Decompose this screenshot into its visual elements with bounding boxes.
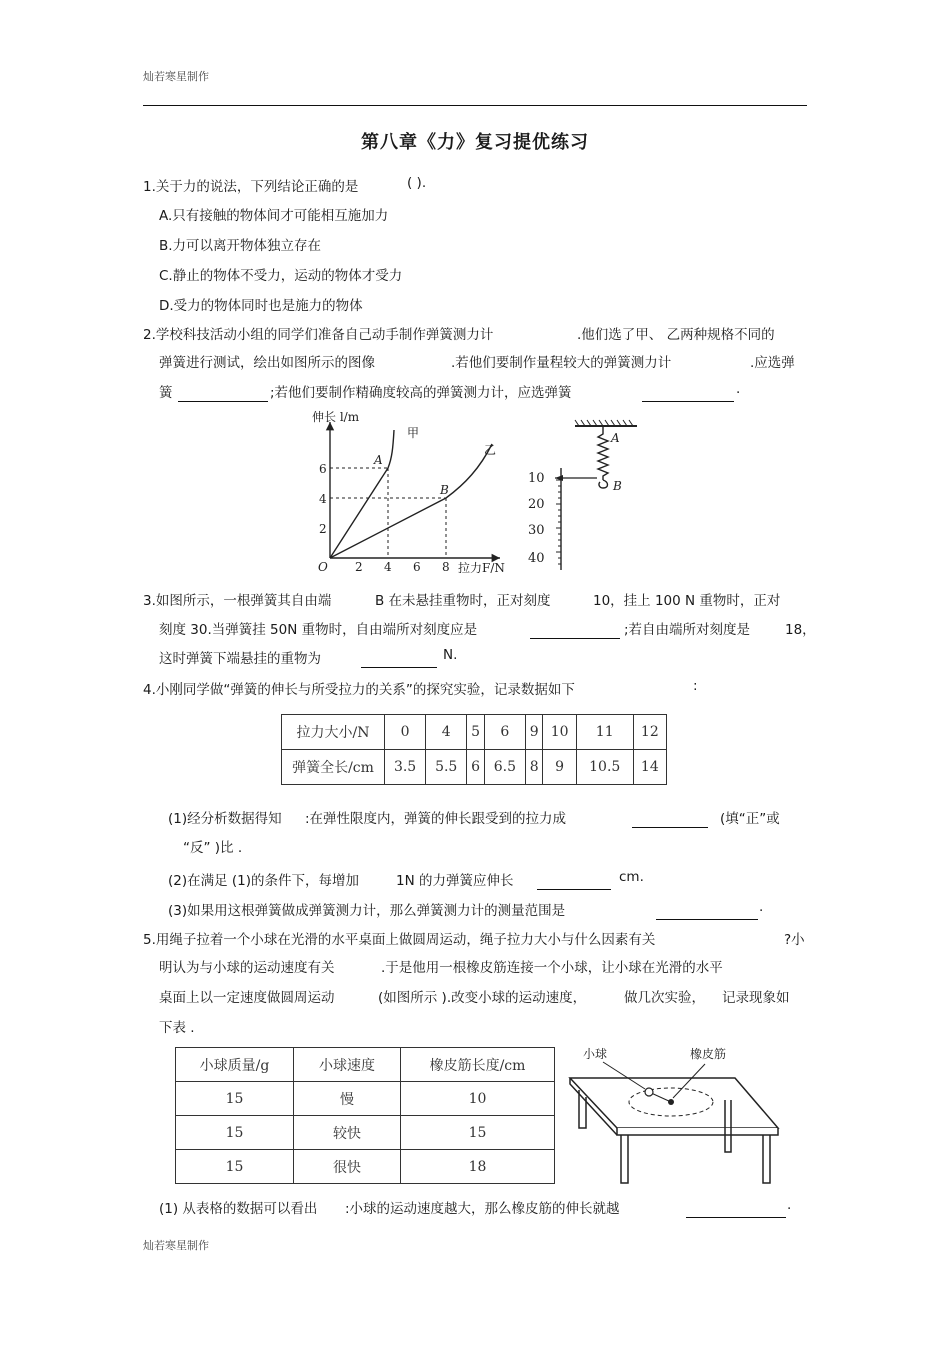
ball: [645, 1088, 653, 1096]
table-header-row: [176, 1048, 555, 1082]
header-watermark: 灿若寒星制作: [143, 70, 209, 83]
table-cell: 10: [401, 1082, 555, 1116]
q2-line3b: ;若他们要制作精确度较高的弹簧测力计，应选弹簧: [270, 385, 572, 401]
q4-sub1d: “反” )比 .: [183, 840, 243, 856]
q4-answer-blank-3[interactable]: [656, 901, 758, 920]
q3-answer-blank-1[interactable]: [530, 620, 620, 639]
q4-sub1b: :在弹性限度内，弹簧的伸长跟受到的拉力成: [305, 811, 567, 827]
tabletop-edge: [617, 1128, 778, 1135]
origin-label: O: [318, 560, 328, 574]
y-axis-label: 伸长 l/m: [312, 410, 360, 424]
table-row: [176, 1082, 555, 1116]
q5-line1b: ?小: [784, 932, 805, 948]
point-a-label: A: [374, 453, 383, 467]
q5-line1a: 5.用绳子拉着一个小球在光滑的水平桌面上做圆周运动，绳子拉力大小与什么因素有关: [143, 932, 656, 948]
q4-sub1c: (填“正”或: [720, 811, 780, 827]
point-b-label: B: [440, 483, 449, 497]
table-cell: 慢: [294, 1082, 401, 1116]
q5-line3c: 做几次实验，: [624, 990, 705, 1006]
table-cell: 15: [176, 1116, 294, 1150]
q2-line3a: 簧: [159, 385, 173, 401]
q1-option-b: B.力可以离开物体独立存在: [159, 238, 322, 254]
rubber-band-label: 橡皮筋: [690, 1047, 727, 1061]
q1-stem: 1.关于力的说法，下列结论正确的是: [143, 179, 359, 195]
page-title: 第八章《力》复习提优练习: [361, 132, 589, 153]
q5-data-table: [175, 1047, 555, 1184]
scale-tick-30: 30: [528, 523, 545, 538]
table-cell: 14: [633, 750, 666, 785]
spring-hook: [599, 480, 608, 488]
x-tick-8: 8: [442, 560, 450, 574]
table-cell: 10.5: [576, 750, 633, 785]
table-cell: 10: [543, 715, 576, 750]
q5-line3d: 记录现象如: [722, 990, 790, 1006]
q2-line2c: .应选弹: [750, 355, 795, 371]
q1-option-d: D.受力的物体同时也是施力的物体: [159, 298, 363, 314]
q4-sub2b: 1N 的力弹簧应伸长: [396, 873, 514, 889]
ball-label: 小球: [583, 1047, 608, 1061]
q3-line2a: 刻度 30.当弹簧挂 50N 重物时，自由端所对刻度应是: [159, 622, 478, 638]
x-axis-label: 拉力F/N: [458, 561, 505, 575]
table-row: [176, 1150, 555, 1184]
footer-watermark: 灿若寒星制作: [143, 1239, 209, 1252]
y-tick-2: 2: [319, 522, 327, 536]
extension-force-graph: [300, 406, 515, 578]
q4-stem: 4.小刚同学做“弹簧的伸长与所受拉力的关系”的探究实验，记录数据如下: [143, 682, 575, 698]
q4-sub3a: (3)如果用这根弹簧做成弹簧测力计，那么弹簧测力计的测量范围是: [168, 903, 566, 919]
q3-line1a: 3.如图所示，一根弹簧其自由端: [143, 593, 332, 609]
table-cell: 9: [543, 750, 576, 785]
q3-line2c: 18，: [785, 622, 816, 638]
header-rule: [143, 105, 807, 106]
curve-jia: [330, 430, 394, 558]
q4-sub1a: (1)经分析数据得知: [168, 811, 282, 827]
x-tick-2: 2: [355, 560, 363, 574]
q5-answer-blank-1[interactable]: [686, 1199, 786, 1218]
table-row: [176, 1116, 555, 1150]
table-cell: 15: [176, 1150, 294, 1184]
q4-data-table: [281, 714, 667, 785]
table-cell: 0: [385, 715, 426, 750]
q1-option-a: A.只有接触的物体间才可能相互施加力: [159, 208, 389, 224]
scale-tick-10: 10: [528, 471, 545, 486]
q2-line1a: 2.学校科技活动小组的同学们准备自己动手制作弹簧测力计: [143, 327, 494, 343]
spring-scale-figure: [523, 418, 643, 578]
q4-answer-blank-1[interactable]: [632, 809, 708, 828]
table-cell: 6: [467, 750, 485, 785]
table-cell: 很快: [294, 1150, 401, 1184]
scale-minor-ticks: [556, 480, 561, 564]
q3-answer-blank-2[interactable]: [361, 649, 437, 668]
x-tick-6: 6: [413, 560, 421, 574]
q2-line2a: 弹簧进行测试，绘出如图所示的图像: [159, 355, 375, 371]
table-cell: 8: [525, 750, 543, 785]
table-cell: 5: [467, 715, 485, 750]
y-tick-6: 6: [319, 462, 327, 476]
q4-sub3b: .: [759, 899, 764, 915]
table-cell: 12: [633, 715, 666, 750]
q3-line1c: 10，挂上 100 N 重物时，正对: [593, 593, 781, 609]
q5-sub1b: :小球的运动速度越大，那么橡皮筋的伸长就越: [345, 1201, 620, 1217]
table-cell: 15: [176, 1082, 294, 1116]
q2-line2b: .若他们要制作量程较大的弹簧测力计: [451, 355, 672, 371]
q3-line1b: B 在未悬挂重物时，正对刻度: [375, 593, 551, 609]
table-cell: 18: [401, 1150, 555, 1184]
q2-answer-blank-1[interactable]: [178, 383, 268, 402]
table-cell: 较快: [294, 1116, 401, 1150]
table-row: [282, 750, 667, 785]
q5-line2a: 明认为与小球的运动速度有关: [159, 960, 335, 976]
curve-yi: [330, 444, 492, 558]
scale-tick-40: 40: [528, 551, 545, 566]
row-header: 弹簧全长/cm: [282, 750, 385, 785]
table-row: [282, 715, 667, 750]
q3-line3b: N.: [443, 647, 458, 663]
q2-line1b: .他们选了甲、 乙两种规格不同的: [577, 327, 775, 343]
q5-line3a: 桌面上以一定速度做圆周运动: [159, 990, 335, 1006]
tabletop: [570, 1078, 778, 1128]
q5-line2b: .于是他用一根橡皮筋连接一个小球，让小球在光滑的水平: [381, 960, 723, 976]
table-cell: 11: [576, 715, 633, 750]
q3-line2b: ;若自由端所对刻度是: [624, 622, 751, 638]
row-header: 拉力大小/N: [282, 715, 385, 750]
table-cell: 6.5: [484, 750, 525, 785]
table-cell: 9: [525, 715, 543, 750]
q5-sub1a: (1) 从表格的数据可以看出: [159, 1201, 318, 1217]
spring-end-a-label: A: [611, 431, 620, 445]
spring-end-b-label: B: [613, 479, 622, 493]
table-cell: 15: [401, 1116, 555, 1150]
table-cell: 6: [484, 715, 525, 750]
pivot: [668, 1099, 674, 1105]
spring: [598, 426, 608, 480]
q5-line3b: (如图所示 ).改变小球的运动速度，: [378, 990, 587, 1006]
q4-sub2a: (2)在满足 (1)的条件下，每增加: [168, 873, 360, 889]
table-cell: 5.5: [426, 750, 467, 785]
q5-sub1c: .: [787, 1197, 792, 1213]
curve-yi-label: 乙: [484, 443, 497, 457]
q4-stem-colon: :: [693, 678, 698, 694]
curve-jia-label: 甲: [407, 426, 420, 440]
q1-option-c: C.静止的物体不受力，运动的物体才受力: [159, 268, 403, 284]
q2-answer-blank-2[interactable]: [642, 383, 734, 402]
q1-answer-paren: ( ).: [407, 175, 427, 191]
q5-line4: 下表 .: [159, 1020, 195, 1036]
column-header: 小球质量/g: [176, 1048, 294, 1082]
column-header: 橡皮筋长度/cm: [401, 1048, 555, 1082]
q4-answer-blank-2[interactable]: [537, 871, 611, 890]
scale-tick-20: 20: [528, 497, 545, 512]
circular-motion-table-figure: [565, 1040, 795, 1190]
table-cell: 4: [426, 715, 467, 750]
q3-line3a: 这时弹簧下端悬挂的重物为: [159, 651, 321, 667]
column-header: 小球速度: [294, 1048, 401, 1082]
table-cell: 3.5: [385, 750, 426, 785]
q2-line3c: .: [736, 381, 741, 397]
q4-sub2c: cm.: [619, 869, 644, 885]
y-tick-4: 4: [319, 492, 327, 506]
x-tick-4: 4: [384, 560, 392, 574]
